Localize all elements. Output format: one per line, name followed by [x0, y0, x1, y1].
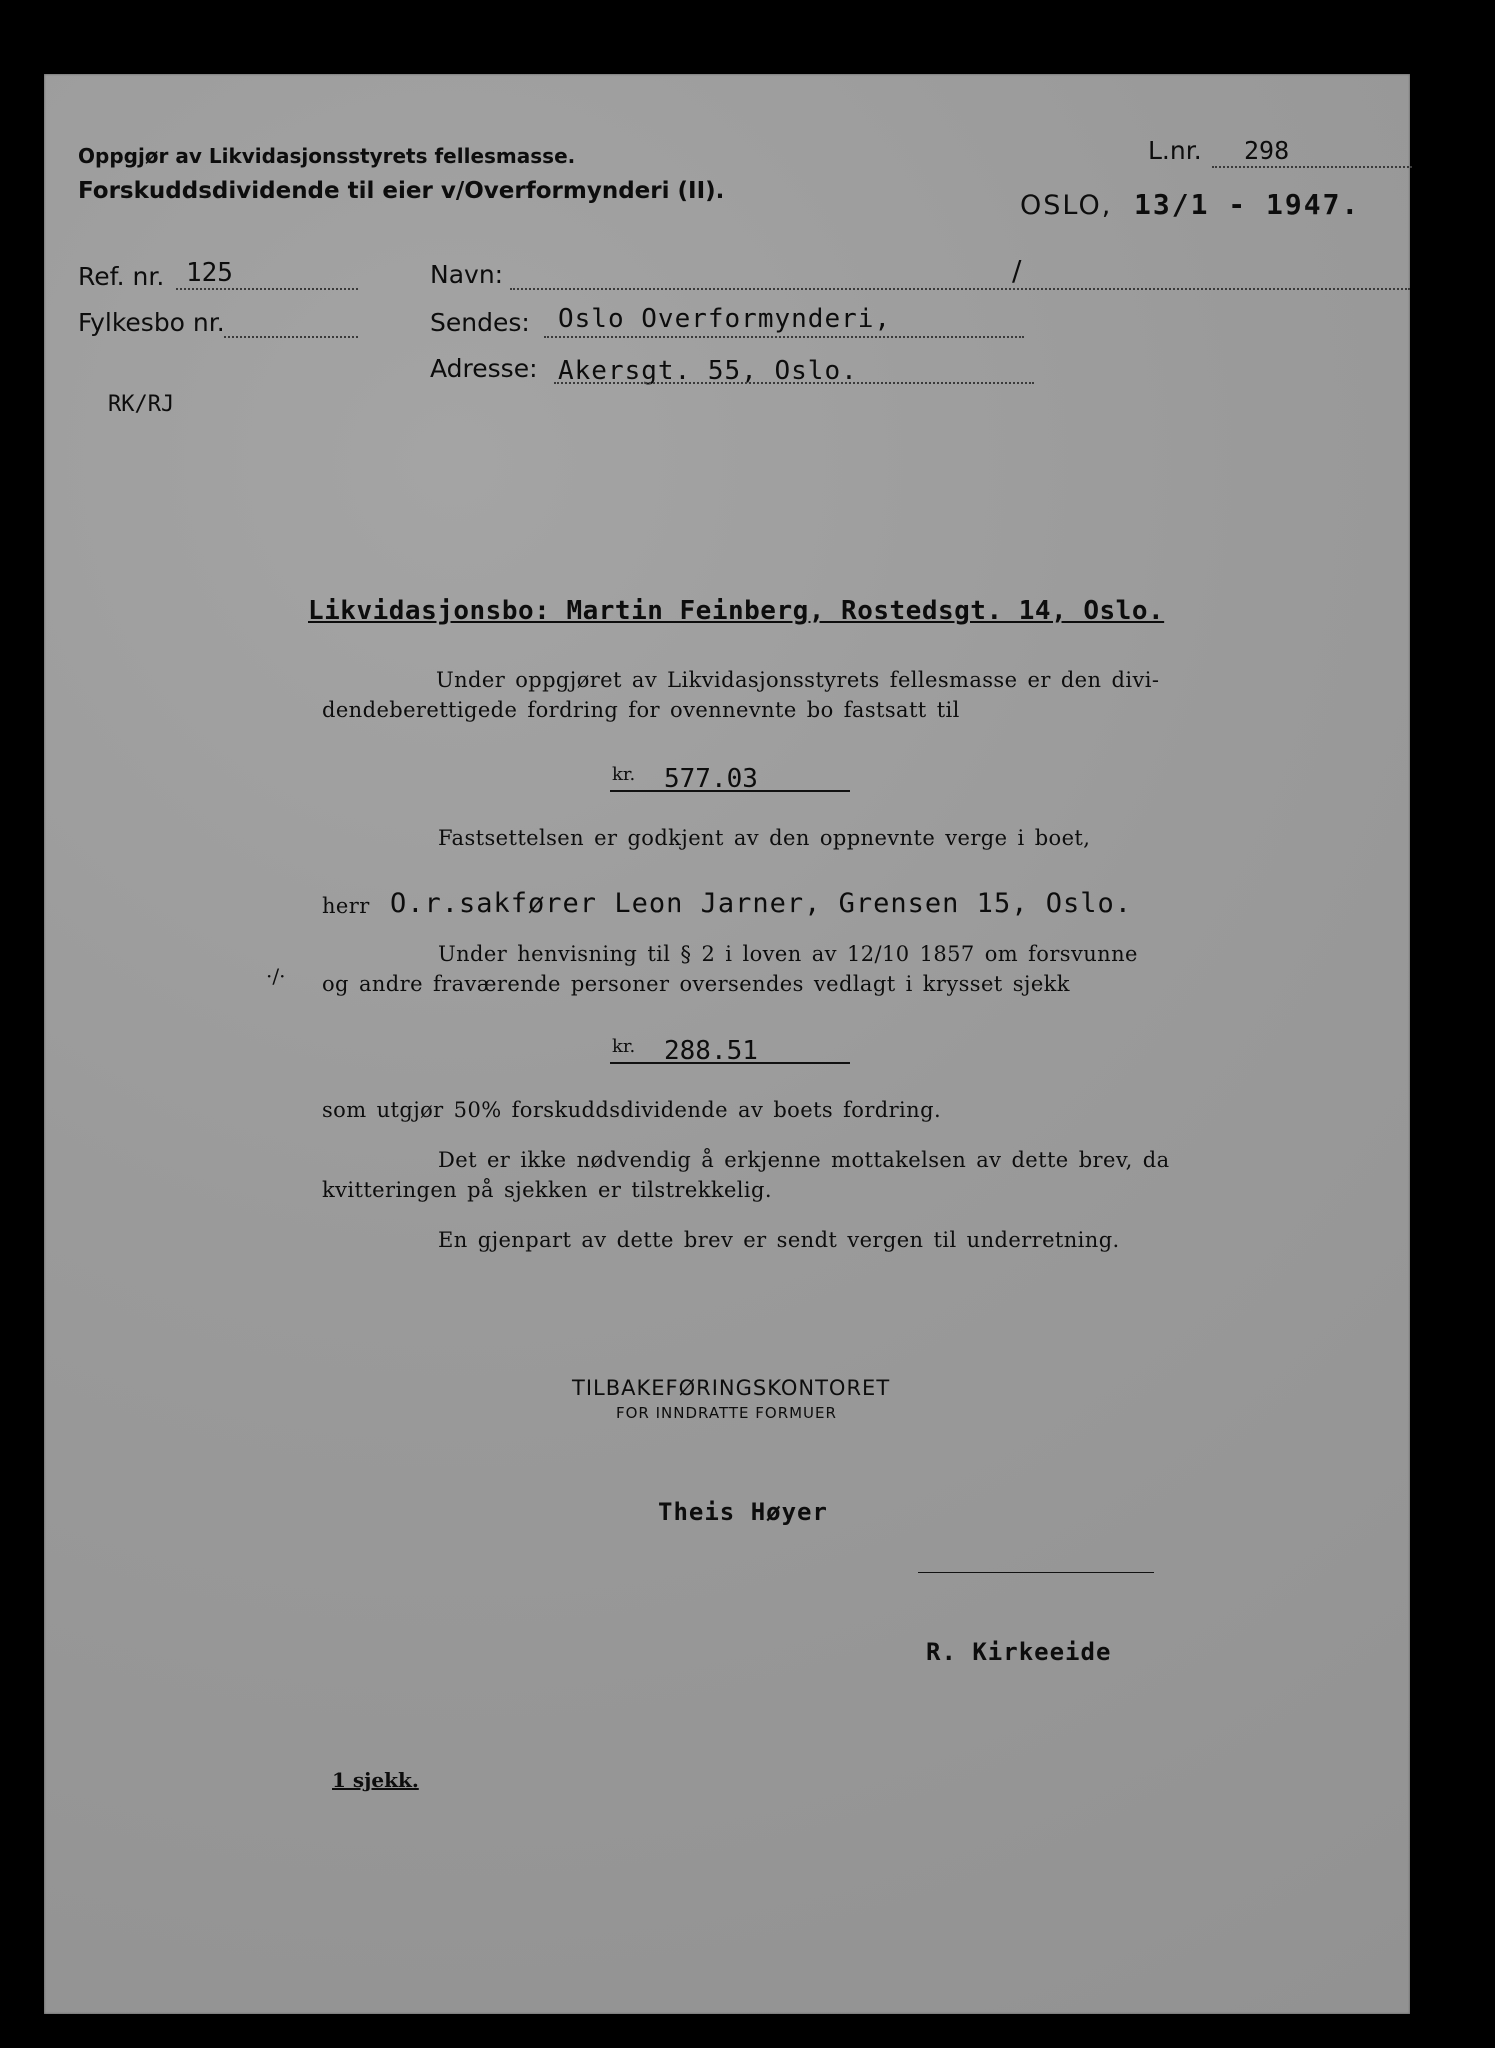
para1-line2: dendeberettigede fordring for ovennevnte bo fastsatt til — [322, 698, 960, 722]
fylkesbo-label: Fylkesbo nr. — [78, 308, 225, 337]
para2: Fastsettelsen er godkjent av den oppnevnte verge i boet, — [438, 826, 1091, 850]
initials: RK/RJ — [108, 392, 175, 417]
para3-line2: og andre fraværende personer oversendes vedlagt i krysset sjekk — [322, 972, 1070, 996]
para6: En gjenpart av dette brev er sendt vergen til underretning. — [438, 1228, 1120, 1252]
para1-line1: Under oppgjøret av Likvidasjonsstyrets fellesmasse er den divi- — [436, 668, 1160, 692]
adresse-dotted-line — [554, 382, 1034, 384]
herr-value: O.r.sakfører Leon Jarner, Grensen 15, Oslo. — [390, 888, 1132, 919]
header-line-2: Forskuddsdividende til eier v/Overformynderi (II). — [78, 178, 725, 204]
office-line-1: TILBAKEFØRINGSKONTORET — [572, 1376, 891, 1400]
navn-dotted-line — [510, 288, 1410, 290]
signer-1: Theis Høyer — [658, 1498, 828, 1526]
amount2-underline — [610, 1062, 850, 1064]
amount1-prefix: kr. — [612, 764, 636, 785]
navn-mark: / — [1012, 254, 1022, 287]
enclosure-note: 1 sjekk. — [332, 1768, 419, 1792]
ref-dotted-line — [176, 288, 358, 290]
margin-mark: ·/· — [266, 964, 286, 988]
herr-label: herr — [322, 894, 370, 918]
amount1-underline — [610, 790, 850, 792]
amount2-value: 288.51 — [664, 1036, 758, 1066]
para4: som utgjør 50% forskuddsdividende av boets fordring. — [322, 1098, 942, 1122]
lnr-value: 298 — [1244, 136, 1290, 165]
amount2-prefix: kr. — [612, 1036, 636, 1057]
adresse-label: Adresse: — [430, 354, 538, 383]
date-value: 13/1 - 1947. — [1134, 188, 1361, 221]
sendes-value: Oslo Overformynderi, — [558, 304, 892, 334]
office-line-2: FOR INNDRATTE FORMUER — [616, 1404, 837, 1422]
amount1-value: 577.03 — [664, 764, 758, 794]
ref-value: 125 — [186, 258, 233, 288]
header-line-1: Oppgjør av Likvidasjonsstyrets fellesmasse. — [78, 144, 576, 168]
sendes-label: Sendes: — [430, 308, 530, 337]
lnr-dotted-line — [1212, 166, 1412, 168]
lnr-label: L.nr. — [1148, 136, 1202, 165]
signer-2: R. Kirkeeide — [926, 1638, 1112, 1666]
subject-line: Likvidasjonsbo: Martin Feinberg, Rostedsgt. 14, Oslo. — [308, 596, 1165, 626]
para5-line1: Det er ikke nødvendig å erkjenne mottakelsen av dette brev, da — [438, 1148, 1170, 1172]
adresse-value: Akersgt. 55, Oslo. — [558, 356, 858, 386]
para3-line1: Under henvisning til § 2 i loven av 12/10 1857 om forsvunne — [438, 942, 1138, 966]
date-place: OSLO, — [1020, 190, 1113, 221]
sendes-dotted-line — [544, 336, 1024, 338]
para5-line2: kvitteringen på sjekken er tilstrekkelig. — [322, 1178, 772, 1202]
navn-label: Navn: — [430, 260, 504, 289]
ref-label: Ref. nr. — [78, 262, 165, 291]
document-page — [44, 74, 1410, 2014]
signature-line — [918, 1572, 1154, 1573]
fylkesbo-dotted-line — [224, 336, 358, 338]
